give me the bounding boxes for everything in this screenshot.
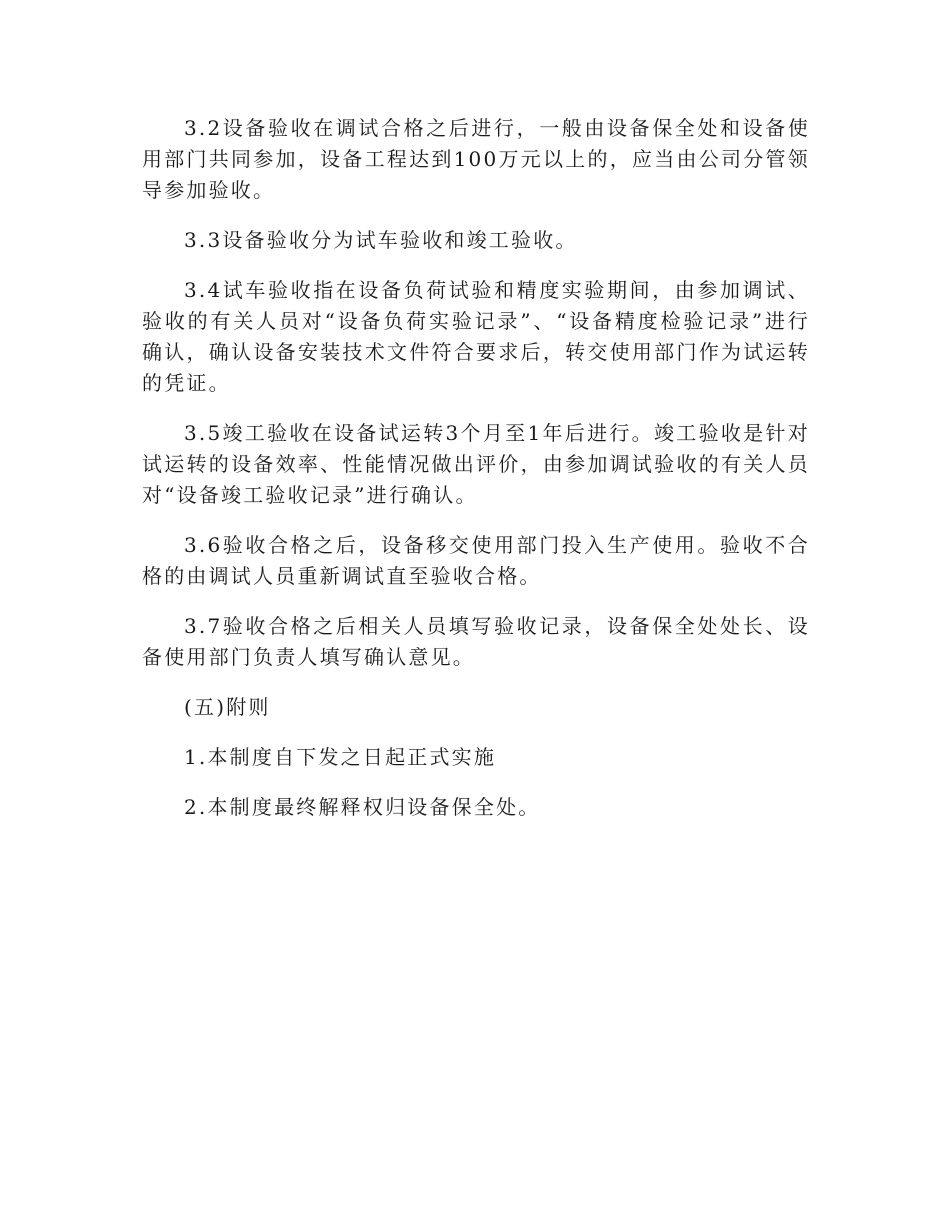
document-body: [142, 113, 810, 842]
paragraph-3-6: 3.6验收合格之后，设备移交使用部门投入生产使用。验收不合格的由调试人员重新调试直至验收合格。: [142, 533, 810, 588]
paragraph-3-4: 3.4试车验收指在设备负荷试验和精度实验期间，由参加调试、验收的有关人员对“设备负荷实验记录”、“设备精度检验记录”进行确认，确认设备安装技术文件符合要求后，转交使用部门作为试运转的凭证。: [142, 278, 810, 395]
appendix-item-2: 2.本制度最终解释权归设备保全处。: [184, 795, 541, 819]
paragraph-3-2: 3.2设备验收在调试合格之后进行，一般由设备保全处和设备使用部门共同参加，设备工程达到100万元以上的，应当由公司分管领导参加验收。: [142, 116, 810, 202]
appendix-item-1: 1.本制度自下发之日起正式实施: [184, 745, 497, 769]
paragraph-3-5: 3.5竣工验收在设备试运转3个月至1年后进行。竣工验收是针对试运转的设备效率、性能情况做出评价，由参加调试验收的有关人员对“设备竣工验收记录”进行确认。: [142, 421, 810, 507]
paragraph-3-7: 3.7验收合格之后相关人员填写验收记录，设备保全处处长、设备使用部门负责人填写确认意见。: [142, 614, 810, 669]
section-heading-appendix: (五)附则: [184, 695, 271, 719]
paragraph-3-3: 3.3设备验收分为试车验收和竣工验收。: [184, 228, 578, 252]
